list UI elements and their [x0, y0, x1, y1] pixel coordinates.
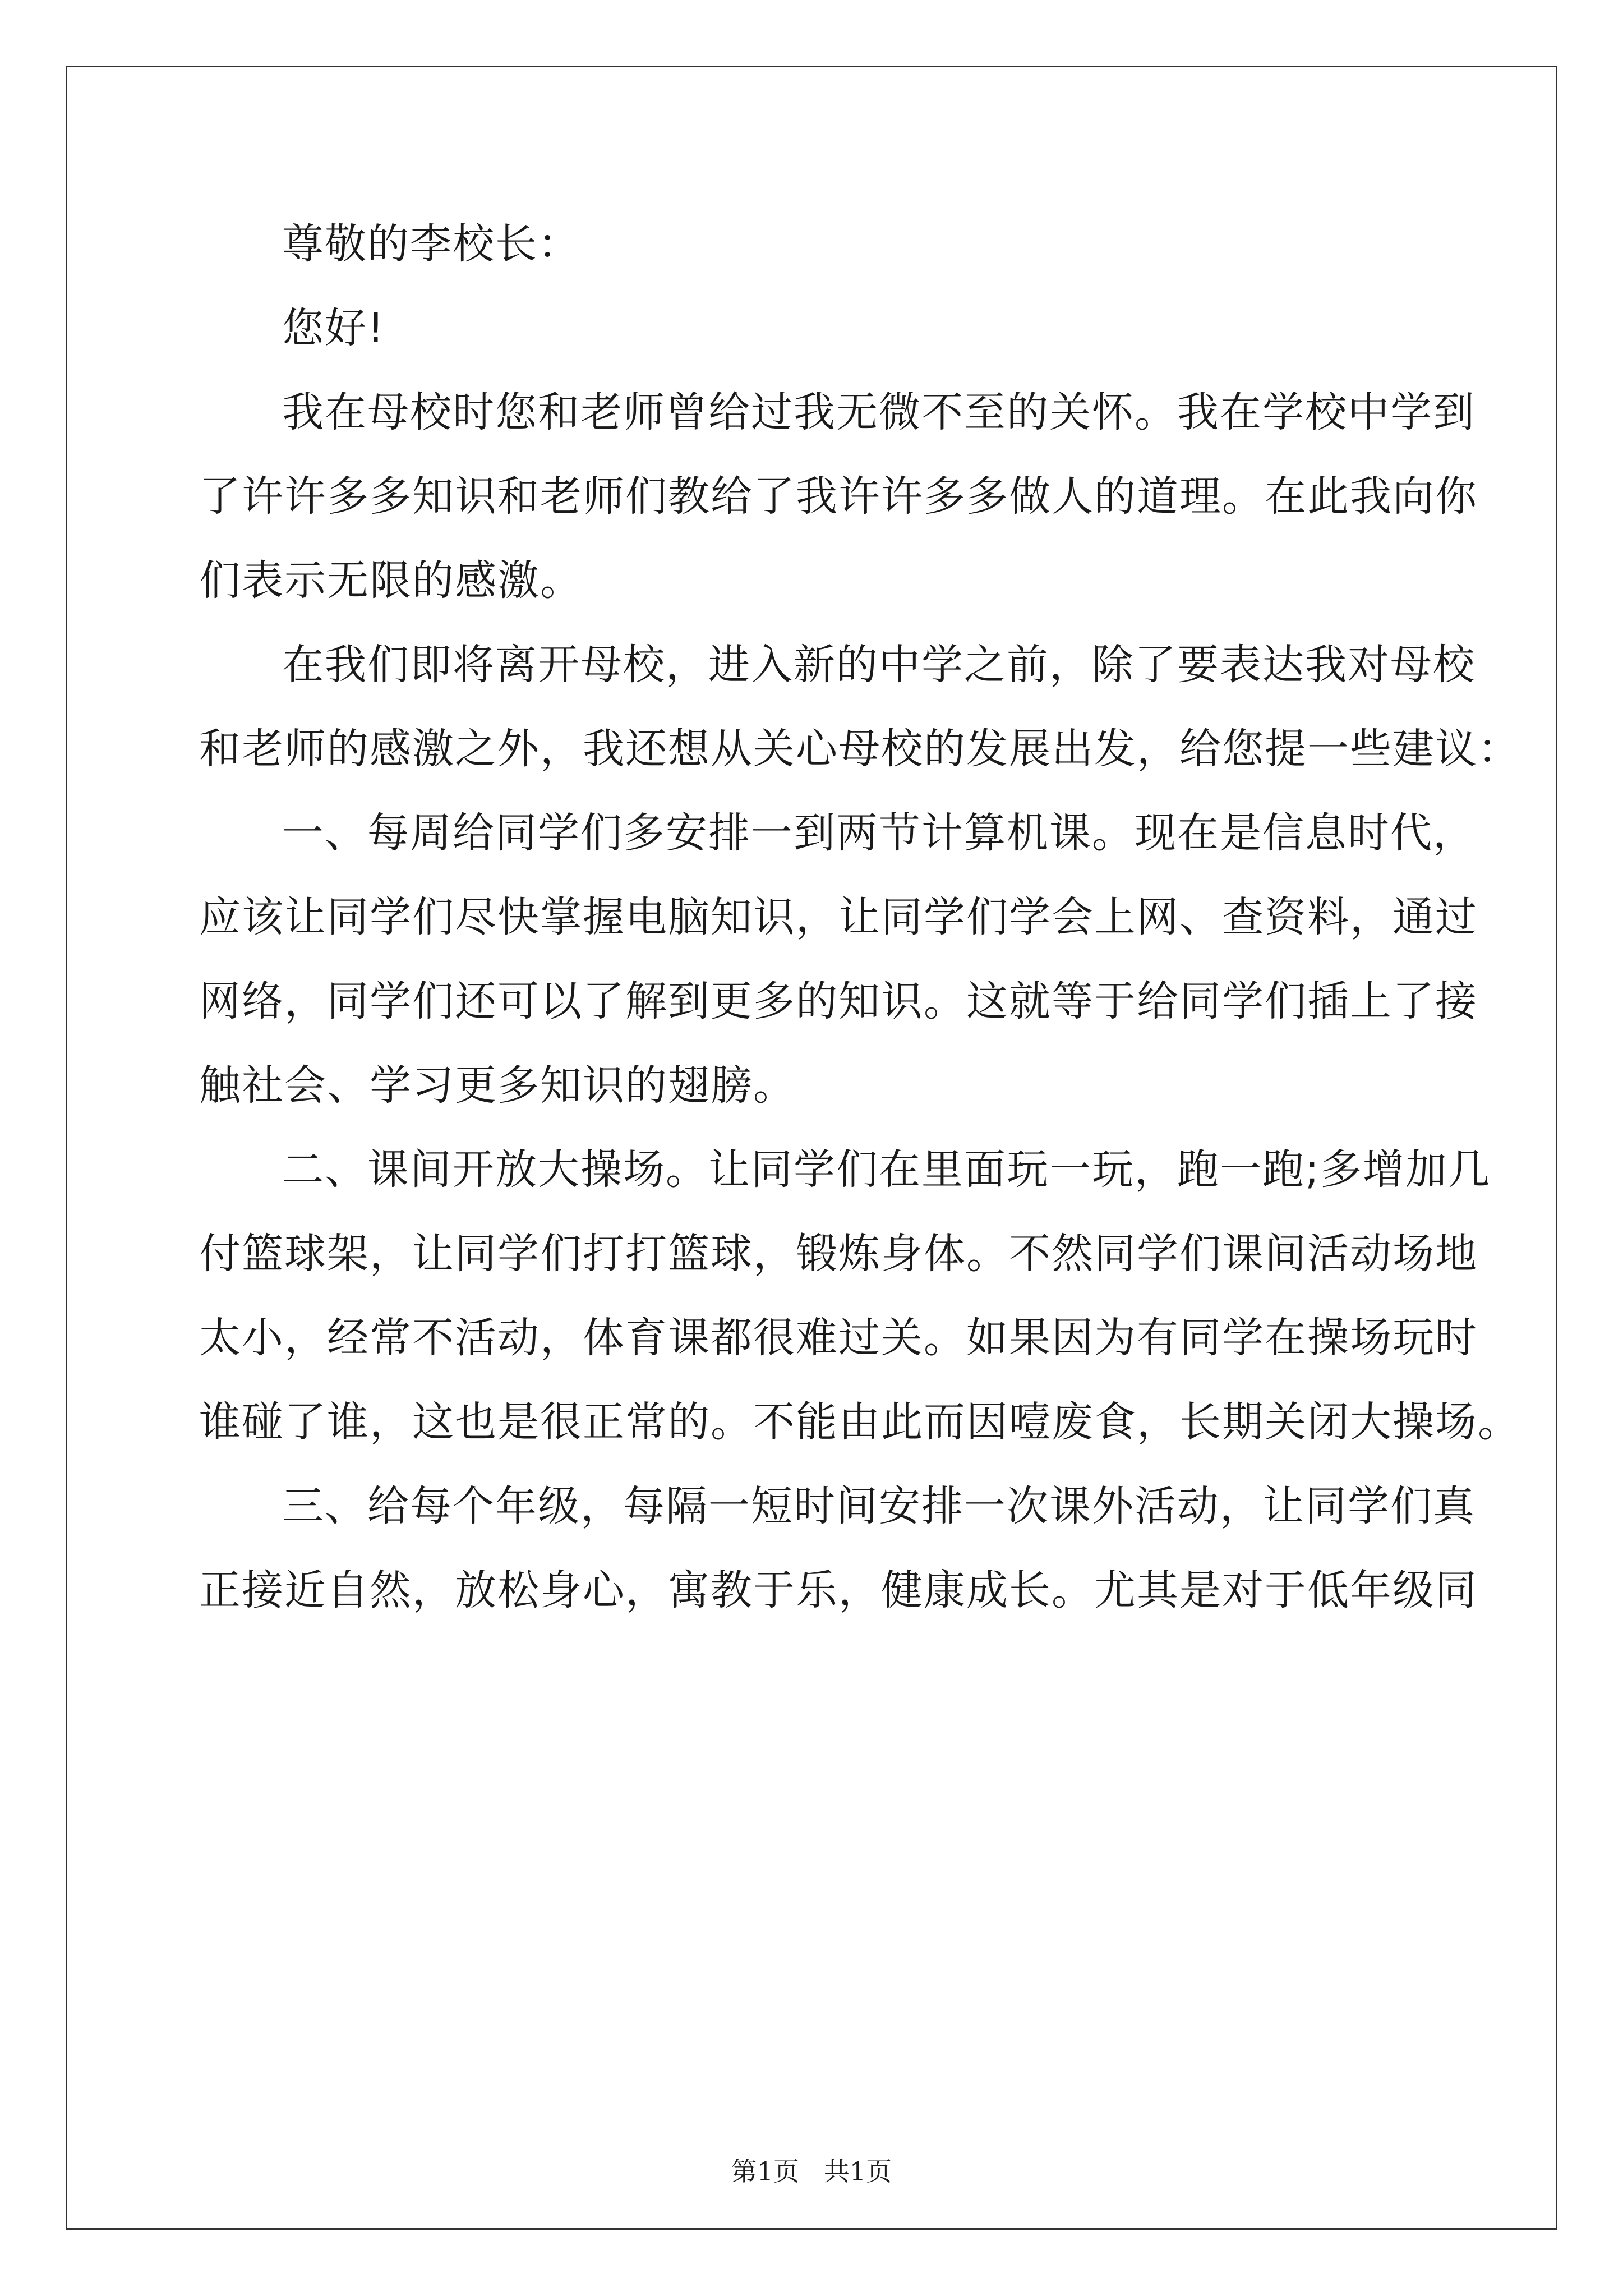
salutation: 尊敬的李校长： — [282, 220, 580, 268]
suggestion-2-line-4: 谁碰了谁，这也是很正常的。不能由此而因噎废食，长期关闭大操场。 — [199, 1398, 1520, 1446]
paragraph-1-line-2: 了许许多多知识和老师们教给了我许许多多做人的道理。在此我向你 — [199, 472, 1478, 521]
suggestion-2-line-2: 付篮球架，让同学们打打篮球，锻炼身体。不然同学们课间活动场地 — [199, 1230, 1478, 1278]
suggestion-1-line-4: 触社会、学习更多知识的翅膀。 — [199, 1061, 796, 1110]
suggestion-1-line-2: 应该让同学们尽快掌握电脑知识，让同学们学会上网、查资料，通过 — [199, 893, 1478, 941]
suggestion-2-line-3: 太小，经常不活动，体育课都很难过关。如果因为有同学在操场玩时 — [199, 1314, 1478, 1362]
suggestion-1-line-3: 网络，同学们还可以了解到更多的知识。这就等于给同学们插上了接 — [199, 977, 1478, 1025]
suggestion-3-line-1: 三、给每个年级，每隔一短时间安排一次课外活动，让同学们真 — [282, 1482, 1476, 1530]
page-indicator: 第1页 共1页 — [731, 2156, 892, 2187]
paragraph-2-line-2: 和老师的感激之外，我还想从关心母校的发展出发，给您提一些建议： — [199, 725, 1520, 773]
paragraph-1-line-1: 我在母校时您和老师曾给过我无微不至的关怀。我在学校中学到 — [282, 388, 1476, 436]
suggestion-1-line-1: 一、每周给同学们多安排一到两节计算机课。现在是信息时代， — [282, 809, 1476, 857]
greeting: 您好! — [282, 304, 385, 352]
suggestion-2-line-1: 二、课间开放大操场。让同学们在里面玩一玩，跑一跑;多增加几 — [282, 1145, 1491, 1194]
paragraph-1-line-3: 们表示无限的感激。 — [199, 556, 583, 605]
suggestion-3-line-2: 正接近自然，放松身心，寓教于乐，健康成长。尤其是对于低年级同 — [199, 1566, 1478, 1614]
paragraph-2-line-1: 在我们即将离开母校，进入新的中学之前，除了要表达我对母校 — [282, 641, 1476, 689]
letter-body — [199, 202, 1520, 1632]
